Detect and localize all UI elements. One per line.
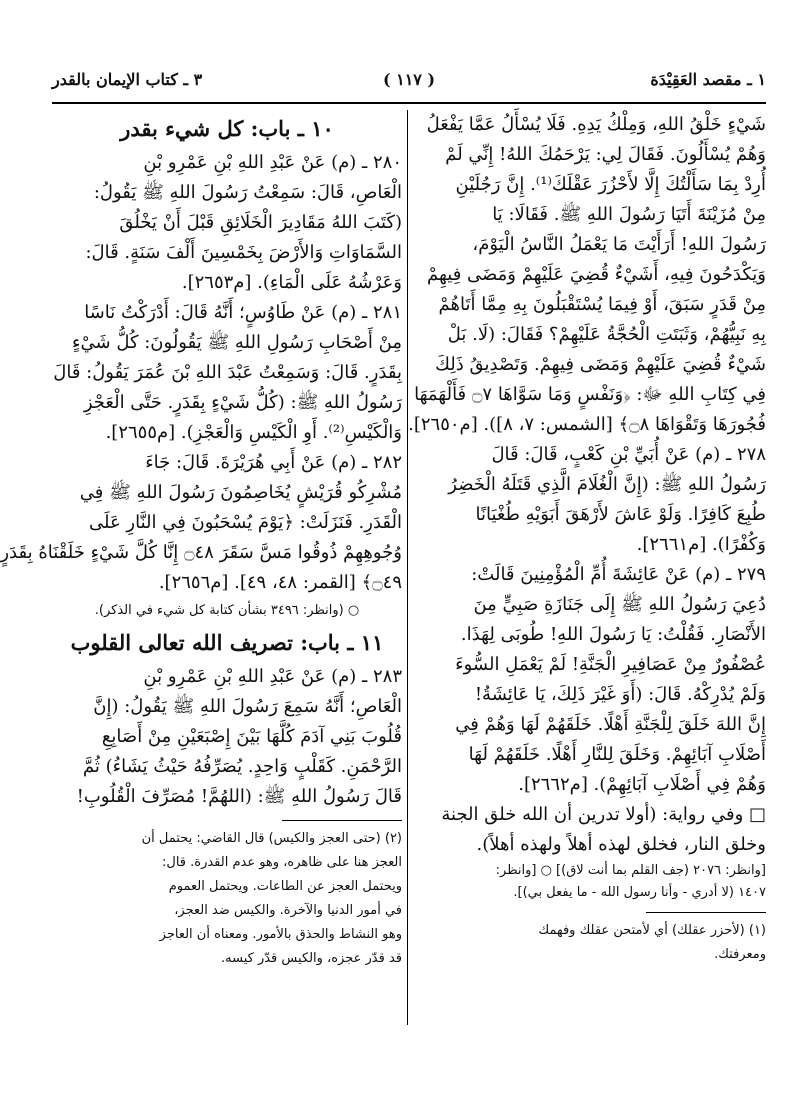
text-line: وخلق النار، فخلق لهذه أهلاً ولهذه أهلاً). [476,834,766,855]
page-header [52,62,766,104]
text-line: فُجُورَهَا وَتَقْوَاهَا ۝٨﴾ [الشمس: ٧، ٨]). [م٢٦٥٠]. [408,414,766,435]
text-line: أَصْلَابِ آبَائِهِمْ. وَخَلَقَ لِلنَّارِ أَهْلًا. خَلَقَهُمْ لَهَا [468,744,766,765]
text-line: ۝٤٩﴾ [القمر: ٤٨، ٤٩]. [م٢٦٥٦]. [158,572,402,593]
footnote: ومعرفتك. [714,947,766,962]
chapter-text [0,148,402,598]
text-line: مِنْ مُزَيْنَةَ أَتَيَا رَسُولَ اللهِ ﷺ. فَقَالَا: يَا [492,204,766,225]
text-line: قَالَ رَسُولُ اللهِ ﷺ: (اللهُمَّ! مُصَرِّفَ الْقُلُوبِ! [76,786,402,807]
footnote: ويحتمل العجز عن الطاعات. ويحتمل العموم [168,879,402,894]
footnote: وهو النشاط والحذق بالأمور. ومعناه أن العاجز [159,927,402,942]
text-line: السَّمَاوَاتِ وَالأَرْضَ بِخَمْسِينَ أَلْفَ سَنَةٍ. قَالَ: [85,242,402,263]
text-line: وَيَكْدَحُونَ فِيهِ، أَشَيْءٌ قُضِيَ عَلَيْهِمْ وَمَضَى فِيهِمْ [427,264,766,285]
cross-reference: [وانظر: ٢٠٧٦ (جف القلم بما أنت لاق)] ○ [وانظر: [495,863,766,878]
footnote-divider [646,912,766,913]
text-line: بِقَدَرٍ. قَالَ: وَسَمِعْتُ عَبْدَ اللهِ بْنَ عُمَرَ يَقُولُ: قَالَ [53,362,402,383]
column-divider [407,110,408,1025]
text-line: طُبِعَ كَافِرًا. وَلَوْ عَاشَ لأَرْهَقَ أَبَوَيْهِ طُغْيَانًا [475,504,766,525]
text-line: عُصْفُورٌ مِنْ عَصَافِيرِ الْجَنَّةِ! لَمْ يَعْمَلِ السُّوءَ [455,654,766,675]
text-line: قُلُوبَ بَنِي آدَمَ كُلَّهَا بَيْنَ إِصْبَعَيْنِ مِنْ أَصَابِعِ [101,726,402,747]
text-line: مِنْ قَدَرٍ سَبَقَ، أَوْ فِيمَا يُسْتَقْبَلُونَ بِهِ مِمَّا أَتَاهُمْ [438,294,766,315]
chapter-title: ١٠ ـ باب: كل شيء بقدر [120,116,334,141]
text-line: أُرِدْ بِمَا سَأَلْتُكَ إِلَّا لأَحْزُرَ عَقْلَكَ⁽¹⁾. إِنَّ رَجُلَيْنِ [455,174,766,195]
text-line: فِي كِتَابِ اللهِ ﷻ: ﴿وَنَفْسٍ وَمَا سَوَّاهَا ۝٧ فَأَلْهَمَهَا [414,384,766,405]
cross-reference: ١٤٠٧ (لا أدري - وأنا رسول الله - ما يفعل بي)]. [513,885,766,900]
text-line: ٢٨٠ ـ (م) عَنْ عَبْدِ اللهِ بْنِ عَمْرِو بْنِ [143,152,402,173]
footnotes [52,827,402,971]
text-line: بِهِ نَبِيُّهُمْ، وَثَبَتَتِ الْحُجَّةُ عَلَيْهِمْ؟ فَقَالَ: (لَا. بَلْ [447,324,766,345]
text-line: مُشْرِكُو قُرَيْشٍ يُخَاصِمُونَ رَسُولَ اللهِ ﷺ فِي [79,482,402,503]
header-section-title: ١ ـ مقصد العَقِيْدَة [650,70,766,89]
text-line: وَكُفْرًا). [م٢٦٦١]. [636,534,766,555]
text-line: الْعَاصِ؛ أَنَّهُ سَمِعَ رَسُولَ اللهِ ﷺ يَقُولُ: (إِنَّ [93,696,402,717]
footnote: العجز هنا على ظاهره، وهو عدم القدرة. قال: [162,855,402,870]
left-column [0,110,402,1086]
text-line: شَيْءٌ قُضِيَ عَلَيْهِمْ وَمَضَى فِيهِمْ. وَتَصْدِيقُ ذَلِكَ [435,354,766,375]
text-line: الْعَاصِ، قَالَ: سَمِعْتُ رَسُولَ اللهِ ﷺ يَقُولُ: [93,182,402,203]
right-column [408,110,766,1086]
text-line: وَهُمْ يُسْأَلُونَ. فَقَالَ لِي: يَرْحَمُكَ اللهُ! إِنِّي لَمْ [445,144,766,165]
text-line: رَسُولَ اللهِ! أَرَأَيْتَ مَا يَعْمَلُ النَّاسُ الْيَوْمَ، [472,234,766,255]
text-line: ٢٧٩ ـ (م) عَنْ عَائِشَةَ أُمِّ الْمُؤْمِنِينَ قَالَتْ: [471,564,766,585]
page-number: ( ١١٧ ) [382,70,436,89]
right-column-text [408,110,766,860]
text-line: ٢٧٨ ـ (م) عَنْ أُبَيِّ بْنِ كَعْبٍ، قَالَ: قَالَ [491,444,766,465]
text-line: ٢٨١ ـ (م) عَنْ طَاوُسٍ؛ أَنَّهُ قَالَ: أَدْرَكْتُ نَاسًا [84,302,402,323]
text-line: رَسُولُ اللهِ ﷺ: (كُلُّ شَيْءٍ بِقَدَرٍ. حَتَّى الْعَجْزِ [83,392,402,413]
text-line: الأَنْصَارِ. فَقُلْتُ: يَا رَسُولَ اللهِ! طُوبَى لِهَذَا. [460,624,766,645]
text-line: وَلَمْ يُدْرِكْهُ. قَالَ: (أَوَ غَيْرَ ذَلِكَ، يَا عَائِشَةُ! [474,684,766,705]
text-line: (كَتَبَ اللهُ مَقَادِيرَ الْخَلَائِقِ قَبْلَ أَنْ يَخْلُقَ [119,212,402,233]
cross-reference: ○ (وانظر: ٣٤٩٦ بشأن كتابة كل شيء في الذكر). [94,603,360,618]
text-line: الْقَدَرِ. فَنَزَلَتْ: ﴿يَوْمَ يُسْحَبُونَ فِي النَّارِ عَلَى [88,512,402,533]
footnote: (١) (لأحزر عقلك) أي لأمتحن عقلك وفهمك [538,923,766,938]
footnote: (٢) (حتى العجز والكيس) قال القاضي: يحتمل أن [141,831,402,846]
text-line: وَعَرْشُهُ عَلَى الْمَاءِ). [م٢٦٥٣]. [181,272,402,293]
text-line: وَالْكَيْسِ⁽²⁾. أَوِ الْكَيْسِ وَالْعَجْزِ). [م٢٦٥٥]. [105,422,402,443]
text-line: شَيْءٍ خَلْقُ اللهِ، وَمِلْكُ يَدِهِ. فَلَا يُسْأَلُ عَمَّا يَفْعَلُ [426,114,766,135]
text-line: رَسُولُ اللهِ ﷺ: (إِنَّ الْغُلَامَ الَّذِي قَتَلَهُ الْخَضِرُ [448,474,766,495]
text-line: دُعِيَ رَسُولُ اللهِ ﷺ إِلَى جَنَازَةِ صَبِيٍّ مِنَ [473,594,766,615]
chapter-text [52,662,402,812]
footnote: قد قدّر عجزه، والكيس قدّر كيسه. [221,951,402,966]
text-line: ٢٨٢ ـ (م) عَنْ أَبِي هُرَيْرَةَ. قَالَ: جَاءَ [145,452,402,473]
footnote-divider [282,820,402,821]
text-line: وُجُوهِهِمْ ذُوقُوا مَسَّ سَقَرَ ۝٤٨ إِنَّا كُلَّ شَيْءٍ خَلَقْنَاهُ بِقَدَرٍ [0,542,402,563]
text-line: □ وفي رواية: (أولا تدرين أن الله خلق الجنة [441,804,766,825]
chapter-title: ١١ ـ باب: تصريف الله تعالى القلوب [70,630,384,655]
text-line: الرَّحْمَنِ. كَقَلْبٍ وَاحِدٍ. يُصَرِّفُهُ حَيْثُ يَشَاءُ) ثُمَّ [82,756,402,777]
footnote: في أمور الدنيا والآخرة. والكيس ضد العجز، [174,903,402,918]
text-line: وَهُمْ فِي أَصْلَابِ آبَائِهِمْ). [م٢٦٦٢]. [518,774,766,795]
text-line: مِنْ أَصْحَابِ رَسُولِ اللهِ ﷺ يَقُولُونَ: كُلُّ شَيْءٍ [72,332,402,353]
text-line: ٢٨٣ ـ (م) عَنْ عَبْدِ اللهِ بْنِ عَمْرِو بْنِ [143,666,402,687]
header-book-title: ٣ ـ كتاب الإيمان بالقدر [52,70,203,89]
text-line: إِنَّ اللهَ خَلَقَ لِلْجَنَّةِ أَهْلًا. خَلَقَهُمْ لَهَا وَهُمْ فِي [455,714,766,735]
